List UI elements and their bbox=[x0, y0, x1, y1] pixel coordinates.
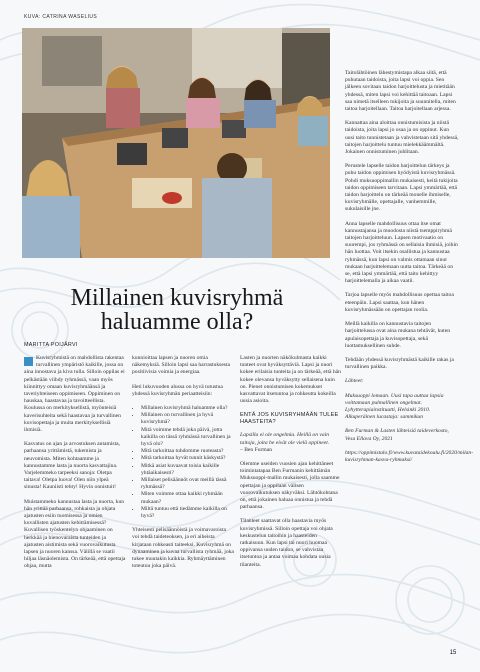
list-item: • Mitä tarkoittaa tuhdomme ruoteasta? bbox=[141, 448, 234, 455]
list-item: • Millaiset pelisäännöt ovat meillä tässä ryhmässä? bbox=[141, 477, 234, 491]
column-2 bbox=[132, 355, 234, 577]
article-title: Millainen kuvisryhmä haluamme olla? bbox=[70, 285, 284, 335]
section-subheading: ENTÄ JOS KUVISRYHMÄÄN TULEE HAASTEITA? bbox=[240, 412, 339, 426]
right-paragraph: Taitolähtöinen lähestymistapa alkaa siitä, että puhutaan taidoista, joita lapsi voi oppia. Sen jälkeen sovitaan taidon harjoittelusta ja mietitään yhdessä, miten lapsi voi kehittää taitoaan. Lapsi saa nimetä itselleen tukijoita ja suunnitella, miten taitoa harjoitellaan. Taitoa harjoitellaan arjessa. bbox=[345, 70, 456, 113]
list-item: • Miten voimme ottaa kaikki ryhmään mukaan? bbox=[141, 491, 234, 505]
right-paragraph: Kannattaa aina aloittaa onnistumisista ja niistä taidoista, joita lapsi jo osaa ja on oppinut. Kun uusi taito tunnistetaan ja vahvistetaan sitä yhdessä, taitojen harjoittelu tuntuu mielekkäämmältä. Jokainen onnistuminen juhlitaan. bbox=[345, 120, 459, 156]
body-paragraph: Lasten ja nuorten näkökulmasta kaikki tunteet ovat hyväksyttäviä. Lapsi ja nuori kokee erilaisia tunteita ja on tärkeää, että hän kokee olevansa hyväksytty sellaisena kuin on. Pienet onnistumisen kokemukset kasvattavat itsetuntoa ja rohkeutta kokeilla uusia asioita. bbox=[240, 355, 341, 405]
right-paragraph: Anna lapselle mahdollisuus ottaa itse omat kannustajansa ja muodosta niistä tsemppiryhmä taitojen harjoitteluun. Lapsen motivaatio on suurempi, jos ryhmässä on sellaisia ihmisiä, joihin hän luottaa. Voit itsekin osallistua ja kannustaa ryhmässä, kun lapsi on valmis ottamaan sinut mukaan harjoittelemaan uutta taitoa. Tärkeää on se, että lapsi ymmärtää, että taito kehittyy harjoittelemalla ja aikaa vaatii. bbox=[345, 220, 458, 285]
right-paragraph: Tarjoa lapselle myös mahdollisuus opettaa taitoa eteenpäin. Lapsi saattaa, kun hänen kuvisryhmässään on opettajan roolia. bbox=[345, 292, 454, 313]
body-paragraph: kunnioittaa lapsen ja nuoren omia näkemyksiä. Silloin lapsi saa harrastuksesta positiivisia voimia ja energiaa. bbox=[132, 355, 231, 376]
list-item: • Millainen kuvisryhmä haluamme olla? bbox=[141, 405, 234, 412]
photo-credit: KUVA: CATRINA WASELIUS bbox=[24, 14, 98, 20]
list-intro: Heti lukuvuoden alussa on hyvä tutustua yhdessä kuvisryhmän periaatteisiin: bbox=[132, 383, 223, 397]
source-item: Ben Furman & Lasten lähteisiä taideverkosto, Vesa Ellava Oy, 2021 bbox=[345, 428, 449, 442]
intro-text: Kuvisryhmistä on mahdollista rakentaa turvallinen ympäristö kaikille, jossa on aina innostava ja kiva tulla. Silloin oppilas ei pelkästään viihdy ryhmässä, vaan myös kiinnittyy omaan kuvisryhmäänsä ja taveriyhteiseen oppimiseen. Oppiminen on hauskaa, haastavaa ja tavoitteellista. Koulussa on merkityksellistä, myönteisiä kaverisuhteita sekä haastavaa ja turvallinen kuvisopettaja ja muita merkityksellisiä ihmisiä. bbox=[24, 355, 125, 434]
pull-quote bbox=[240, 432, 342, 454]
list-item: • Mitkä asiat kuvaavat toisia kaikille yhtäaikaisesti? bbox=[141, 463, 234, 477]
source-link[interactable]: https://oppimistalo.fi/www.kuvataidekoulu.fi/2020/milan-kuvisryhman-kasvu-ryhmaksi/ bbox=[345, 449, 474, 463]
body-paragraph: Kasvatus on ajan ja arvostuksen antamista, parhaansa yrittämistä, tukemista ja neuvomista. Miten kohtaamme ja kannustamme lasta ja nuorta kasvattajina. Varjelemmeko tarpeeksi sanoja: Oletpa taitava! Oletpa luova! Olen niin ylpeä sinusta! Kauniisti tehty! Hyvin onnistuit! bbox=[24, 441, 121, 491]
page-number: 15 bbox=[449, 650, 457, 656]
author-byline: MARITTA POIJÄRVI bbox=[24, 342, 78, 348]
list-item: • Mitä tarkoittaa hyvät tunnit käskystä? bbox=[141, 455, 234, 462]
intro-paragraph bbox=[24, 355, 126, 434]
sources-title: Lähteet: bbox=[345, 378, 364, 385]
list-item: • Miltä tuntuu että tiedämme kaikilla on hyvä? bbox=[141, 506, 234, 520]
body-paragraph: Muistammeko kannustaa lasta ja nuorta, kun hän yrittää parhaansa, rohkaista ja ohjata ajatusten esiin tuomisessa ja omien kuvallisten ajatusten kehittämisessä? Kuvallisen työskentelyn ohjaaminen on herkkää ja hienovaraista tunteiden ja ajatusten aistimista sekä vuorovaikutusta lapsen ja nuoren kanssa. Välillä se vaatii hiljaa läsnäolemista. On tärkeää, että opettaja ohjaa, mutta bbox=[24, 498, 126, 570]
body-paragraph: Olemme useiden vuosien ajan kehittäneet toimintatapaa Ben Furmanin kehittämän Muksuoppi-mallin mukaisesti, jolla saamme opettajan ja oppilaan välisen vuorovaikutuksen näkyväksi. Lähtökohtana on, että jokainen haluaa onnistua ja tehdä parhaansa. bbox=[240, 461, 340, 511]
source-item: Muksuoppi lomaan. Uusi tapa auttaa lapsia voittamaan pulmallinen ongelmat. Lyhytterapiainstituutti, Helsinki 2010. Alkuperäinen lucastaja: sammikun bbox=[345, 392, 444, 421]
column-1 bbox=[24, 355, 126, 578]
right-paragraph: Tehdään yhdessä kuvisryhmästä kaikille rakas ja turvallinen paikka. bbox=[345, 356, 454, 371]
right-paragraph: Meillä kaikilla on kannustavia taitojen harjoittelussa ovat aina mukana tehtävät, kuten apulaisopettaja ja kuvisopettaja, sekä luottamuksellinen suhde. bbox=[345, 321, 451, 349]
question-list bbox=[132, 405, 234, 520]
list-item: • Millainen on turvallinen ja hyvä kuvisryhmä? bbox=[141, 412, 234, 426]
right-paragraph: Perustele lapselle taidon harjoittelun tärkeys ja puhu taidon oppimisen hyödyistä kuvisryhmässä. Pohdi muksuoppimallin mukaisesti, keitä tukijoita taidon oppimiseen tarvitaan. Lapsi ymmärtää, että taidon harjoittelu on tärkeää monelle ihmiselle, kuvisryhmälle, opettajalle, vanhemmille, sukulaisille jne. bbox=[345, 163, 458, 213]
column-3 bbox=[240, 355, 342, 576]
list-item: • Mitä voimme tehdä joka päivä, jotta kaikilla on tässä ryhmässä turvallinen ja hyvä olo? bbox=[141, 427, 234, 449]
body-paragraph: Tilanteet saattavat olla haastavia myös kuvisryhmissä. Silloin opettaja voi ohjata keskustelun taitoihin ja haasteiden ratkaisuun. Kun lapsi tai nuori huomaa oppivansa uuden taidon, se vahvistaa itsetuntoa ja antaa voimaa kohdata uusia tilanteita. bbox=[240, 518, 333, 568]
body-paragraph: Yhteisesti pelisäännöistä ja voimavaroista voi tehdä taideteoksen, ja eri aiheista kirjataan rohkeasti taiteeksi. Kuvisryhmä on dynaaminen ja kuvaa turvallista ryhmää, joka tukee muutakin kaikkia. Ryhmäyttäminen toteutuu joka päivä. bbox=[132, 527, 234, 570]
quote-author: – Ben Furman bbox=[240, 446, 273, 453]
dropcap-block bbox=[24, 357, 33, 366]
right-column bbox=[345, 70, 474, 471]
quote-text: Lapsilla ei ole ongelmia. Heillä on vain taitoja, joita he eivät ole vielä oppineet. bbox=[240, 432, 330, 446]
classroom-photo bbox=[22, 28, 330, 258]
